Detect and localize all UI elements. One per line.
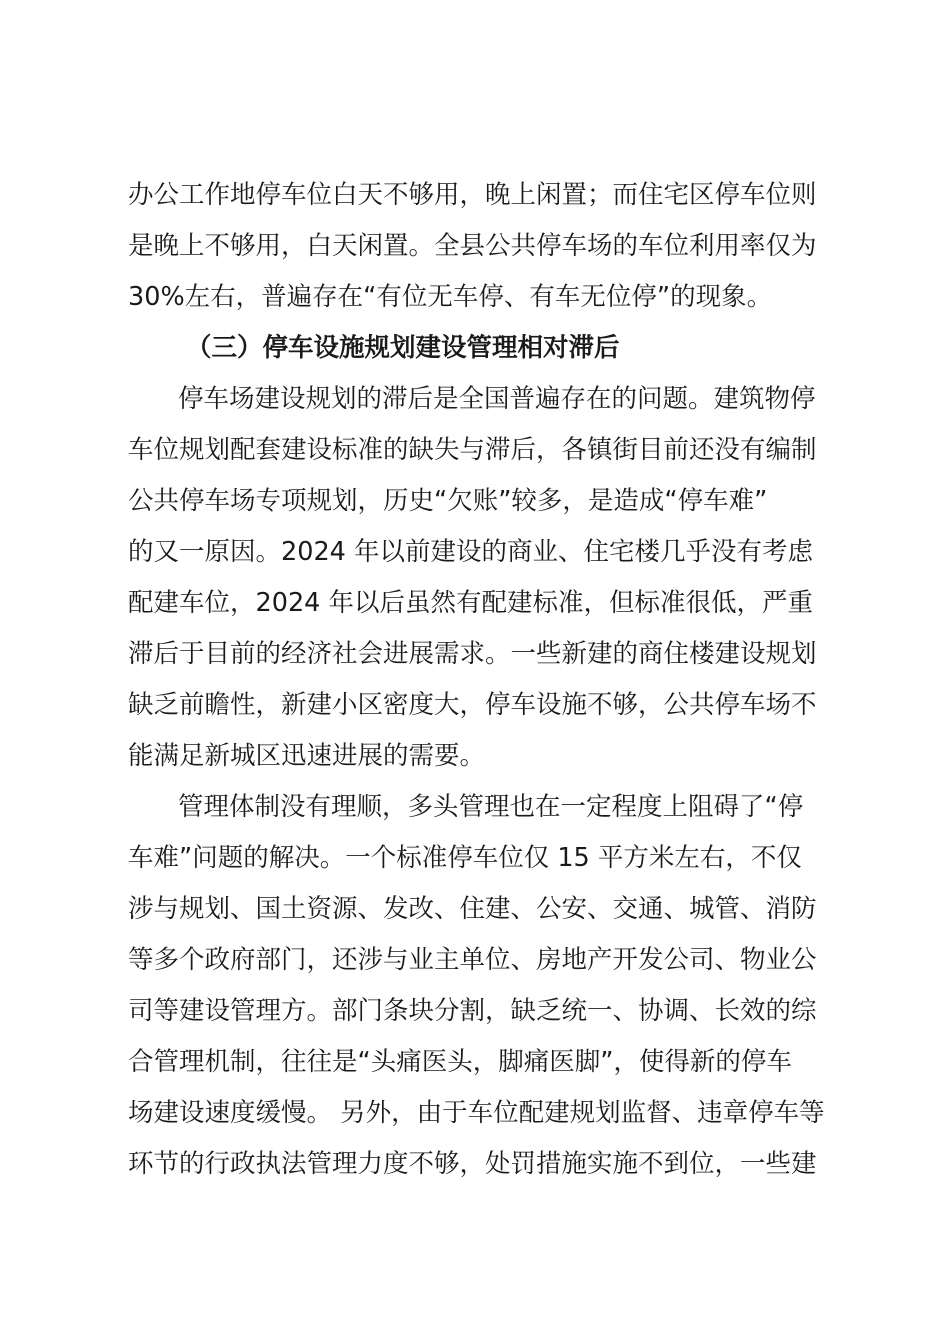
paragraph-line: 能满足新城区迅速进展的需要。 <box>128 741 486 771</box>
paragraph-line: 公共停车场专项规划，历史“欠账”较多，是造成“停车难” <box>128 486 768 516</box>
paragraph-line: 环节的行政执法管理力度不够，处罚措施实施不到位，一些建 <box>128 1149 817 1179</box>
paragraph-line: 车难”问题的解决。一个标准停车位仅 15 平方米左右，不仅 <box>128 843 802 873</box>
paragraph-line: 的又一原因。2024 年以前建设的商业、住宅楼几乎没有考虑 <box>128 537 814 567</box>
paragraph-line: 配建车位，2024 年以后虽然有配建标准，但标准很低，严重 <box>128 588 814 618</box>
paragraph-line: 管理体制没有理顺，多头管理也在一定程度上阻碍了“停 <box>178 792 804 822</box>
paragraph-line: 滞后于目前的经济社会进展需求。一些新建的商住楼建设规划 <box>128 639 817 669</box>
paragraph-line: 场建设速度缓慢。 另外，由于车位配建规划监督、违章停车等 <box>128 1098 825 1128</box>
paragraph-line: 合管理机制，往往是“头痛医头，脚痛医脚”，使得新的停车 <box>128 1047 792 1077</box>
paragraph-line: 30%左右，普遍存在“有位无车停、有车无位停”的现象。 <box>128 282 773 312</box>
paragraph-line: 涉与规划、国土资源、发改、住建、公安、交通、城管、消防 <box>128 894 817 924</box>
paragraph-line: 停车场建设规划的滞后是全国普遍存在的问题。建筑物停 <box>178 384 816 414</box>
paragraph-line: 等多个政府部门，还涉与业主单位、房地产开发公司、物业公 <box>128 945 817 975</box>
paragraph-line: 缺乏前瞻性，新建小区密度大，停车设施不够，公共停车场不 <box>128 690 817 720</box>
paragraph-line: 办公工作地停车位白天不够用，晚上闲置；而住宅区停车位则 <box>128 180 817 210</box>
paragraph-line: 司等建设管理方。部门条块分割，缺乏统一、协调、长效的综 <box>128 996 817 1026</box>
section-heading: （三）停车设施规划建设管理相对滞后 <box>186 333 620 363</box>
paragraph-line: 车位规划配套建设标准的缺失与滞后，各镇街目前还没有编制 <box>128 435 817 465</box>
paragraph-line: 是晚上不够用，白天闲置。全县公共停车场的车位利用率仅为 <box>128 231 817 261</box>
